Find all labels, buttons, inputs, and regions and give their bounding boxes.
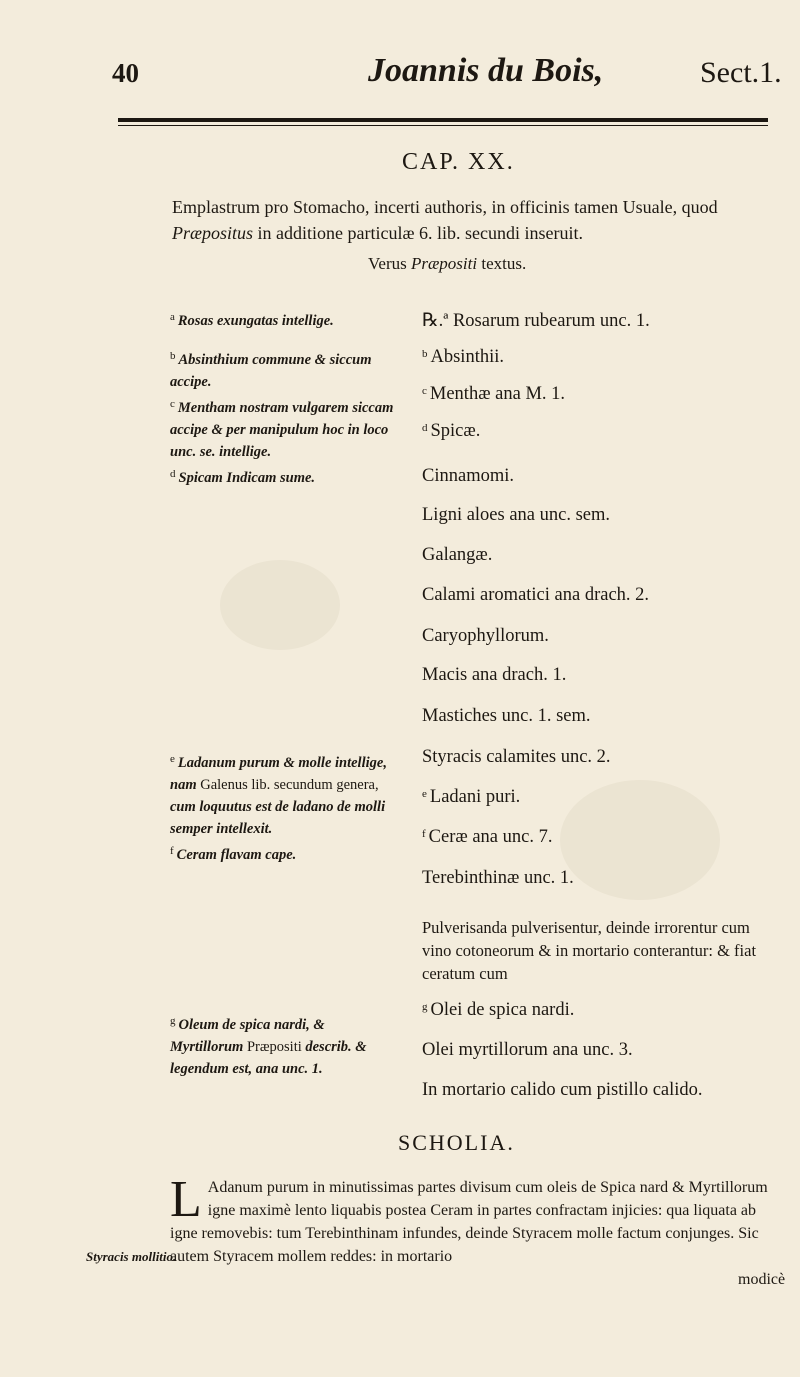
note-g-text-3: describ. & legendum est, ana unc. 1.	[170, 1039, 367, 1077]
scholia-heading: SCHOLIA.	[398, 1130, 515, 1155]
recipe-line: ℞.ª Rosarum rubearum unc. 1.	[422, 311, 650, 331]
recipe-line-text: Ladani puri.	[429, 787, 521, 807]
note-d-text: Spicam Indicam sume.	[178, 470, 316, 486]
margin-note: Styracis mollitio.	[86, 1249, 177, 1264]
note-a	[170, 306, 398, 332]
note-marker: f	[170, 845, 174, 857]
drop-cap: L	[170, 1171, 202, 1228]
note-g-text-1: Oleum de spica nardi, & Myrtillorum	[170, 1017, 325, 1055]
recipe-line: Mastiches unc. 1. sem.	[422, 706, 591, 726]
recipe-line: Olei myrtillorum ana unc. 3.	[422, 1040, 633, 1060]
recipe-line-text: Absinthii.	[430, 347, 504, 367]
note-marker: e	[170, 753, 175, 765]
recipe-line: $^d$ Spicæ.	[422, 421, 481, 441]
recipe-instructions: Pulverisanda pulverisentur, deinde irrorentur cum vino cotoneorum & in mortario conterantur: & fiat ceratum cum	[422, 918, 757, 983]
recipe-line: $^c$ Menthæ ana M. 1.	[422, 384, 566, 404]
recipe-line: $^g$ Olei de spica nardi.	[422, 1000, 575, 1020]
recipe-line: $^e$ Ladani puri.	[422, 787, 521, 807]
recipe-line: Cinnamomi.	[422, 466, 514, 486]
intro-line-1: Emplastrum pro Stomacho, incerti authoris, in officinis tamen Usuale, quod	[172, 197, 718, 217]
paper-stain	[220, 560, 340, 650]
recipe-line: Macis ana drach. 1.	[422, 665, 567, 685]
note-marker: d	[170, 468, 176, 480]
recipe-line-text: Ceræ ana unc. 7.	[428, 827, 553, 847]
running-title: Joannis du Bois,	[368, 52, 604, 89]
recipe-line-text: Olei de spica nardi.	[430, 1000, 575, 1020]
note-marker: a	[170, 311, 175, 323]
note-f-text: Ceram flavam cape.	[176, 847, 297, 863]
recipe-line-text: Menthæ ana M. 1.	[429, 384, 566, 404]
note-group-b-d	[170, 345, 398, 489]
recipe-line: $^f$ Ceræ ana unc. 7.	[422, 827, 553, 847]
note-g	[170, 1010, 398, 1080]
chapter-heading: CAP. XX.	[402, 149, 515, 175]
note-g-text-2: Præpositi	[243, 1039, 302, 1055]
scholia-text: Adanum purum in minutissimas partes divisum cum oleis de Spica nard & Myrtillorum igne maximè lento liquabis postea Ceram in partes confractam injicies: qua liquata ab igne removebis: tum Terebinthinam infundes, deinde Styracem molle factum conjunges. Sic autem Styracem mollem reddes: in mortario	[170, 1179, 768, 1265]
note-e-text-1: Ladanum purum & molle intellige, nam	[170, 755, 387, 793]
recipe-line-text: Spicæ.	[430, 421, 481, 441]
column-heading-italic: Præpositi	[410, 254, 478, 273]
note-marker: g	[170, 1015, 176, 1027]
recipe-column	[422, 0, 762, 1377]
recipe-line: Ligni aloes ana unc. sem.	[422, 505, 611, 525]
page-number: 40	[112, 58, 139, 88]
scholia-body	[170, 1171, 780, 1268]
recipe-line: Calami aromatici ana drach. 2.	[422, 585, 650, 605]
recipe-line: Styracis calamites unc. 2.	[422, 747, 611, 767]
section-label: Sect.1.	[700, 56, 782, 89]
recipe-line: $^b$ Absinthii.	[422, 347, 504, 367]
recipe-line: Caryophyllorum.	[422, 626, 549, 646]
column-heading-suffix: textus.	[477, 254, 527, 273]
note-c-text: Mentham nostram vulgarem siccam accipe & per manipulum hoc in loco unc. se. intellige.	[170, 400, 394, 460]
intro-italic: Præpositus	[172, 223, 254, 243]
note-e-text-3: cum loquutus est de ladano de molli semper intellexit.	[170, 799, 386, 837]
catchword: modicè	[738, 1271, 786, 1288]
intro-rest: in additione particulæ 6. lib. secundi inseruit.	[253, 223, 583, 243]
note-a-text: Rosas exungatas intellige.	[177, 313, 334, 329]
note-marker: b	[170, 350, 176, 362]
note-e-text-2: Galenus lib. secundum genera,	[196, 777, 379, 793]
column-heading-prefix: Verus	[368, 254, 411, 273]
note-marker: c	[170, 398, 175, 410]
recipe-line: In mortario calido cum pistillo calido.	[422, 1080, 703, 1100]
recipe-line: Galangæ.	[422, 545, 493, 565]
note-group-e-f	[170, 748, 398, 866]
recipe-line: Terebinthinæ unc. 1.	[422, 868, 574, 888]
note-b-text: Absinthium commune & siccum accipe.	[170, 352, 372, 390]
